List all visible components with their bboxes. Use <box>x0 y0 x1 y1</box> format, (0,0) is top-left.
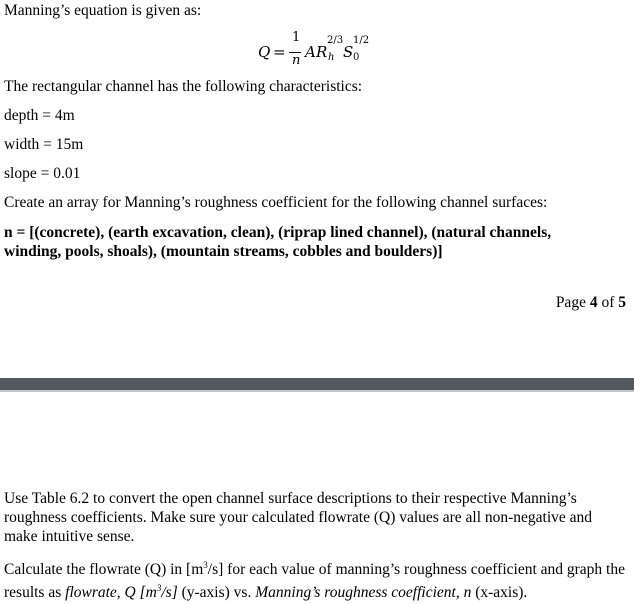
eq-slope-sub: 0 <box>353 52 360 63</box>
p2-text-c: (y-axis) vs. <box>177 584 256 602</box>
eq-equals: = <box>273 43 286 61</box>
depth-line: depth = 4m <box>4 107 75 124</box>
footer-current-page: 4 <box>589 294 598 311</box>
footer-total-pages: 5 <box>618 294 626 311</box>
p2-text-a: Calculate the flowrate (Q) in [m <box>4 561 204 579</box>
p2-sup-1: 3 <box>203 560 208 570</box>
table-instruction-paragraph: Use Table 6.2 to convert the open channel surface descriptions to their respective Manning’s roughness coefficients. Make sure your calculated flowrate (Q) values are all non-negative and make intuitive sense. <box>4 490 593 545</box>
eq-radius: R <box>316 43 328 61</box>
eq-q: Q <box>258 43 271 61</box>
array-line-2: winding, pools, shoals), (mountain streams, cobbles and boulders)] <box>4 243 443 260</box>
p2-sup-2: 3 <box>156 583 162 594</box>
flowrate-paragraph <box>4 556 628 602</box>
eq-area: A <box>305 43 316 61</box>
page-footer <box>556 294 626 312</box>
slope-line: slope = 0.01 <box>4 165 81 182</box>
footer-middle: of <box>597 294 619 311</box>
eq-radius-sub: h <box>328 52 335 63</box>
footer-prefix: Page <box>555 294 590 311</box>
eq-radius-exp: 2/3 <box>327 35 344 46</box>
intro-text: Manning’s equation is given as: <box>4 2 202 19</box>
p2-italic-1b: /s] <box>161 584 178 602</box>
page-separator <box>0 378 634 390</box>
width-line: width = 15m <box>4 136 84 153</box>
p2-italic-roughness: Manning’s roughness coefficient, n <box>255 584 472 602</box>
array-instruction: Create an array for Manning’s roughness coefficient for the following channel surfaces: <box>4 194 548 211</box>
p2-text-b: /s] for each value of manning’s roughness coefficient and graph the results as <box>4 561 625 602</box>
eq-numerator: 1 <box>292 30 301 45</box>
p2-text-d: (x-axis). <box>471 584 528 602</box>
page-separator-shadow <box>0 390 634 392</box>
manning-equation <box>258 30 398 70</box>
eq-denominator: n <box>292 53 301 68</box>
eq-slope: S <box>343 43 354 61</box>
p2-italic-flowrate <box>65 584 178 601</box>
eq-slope-exp: 1/2 <box>353 35 370 46</box>
p2-italic-1a: flowrate, Q [m <box>65 584 157 602</box>
channel-intro: The rectangular channel has the following characteristics: <box>4 78 363 95</box>
array-line-1: n = [(concrete), (earth excavation, clean), (riprap lined channel), (natural channels, <box>4 224 552 241</box>
